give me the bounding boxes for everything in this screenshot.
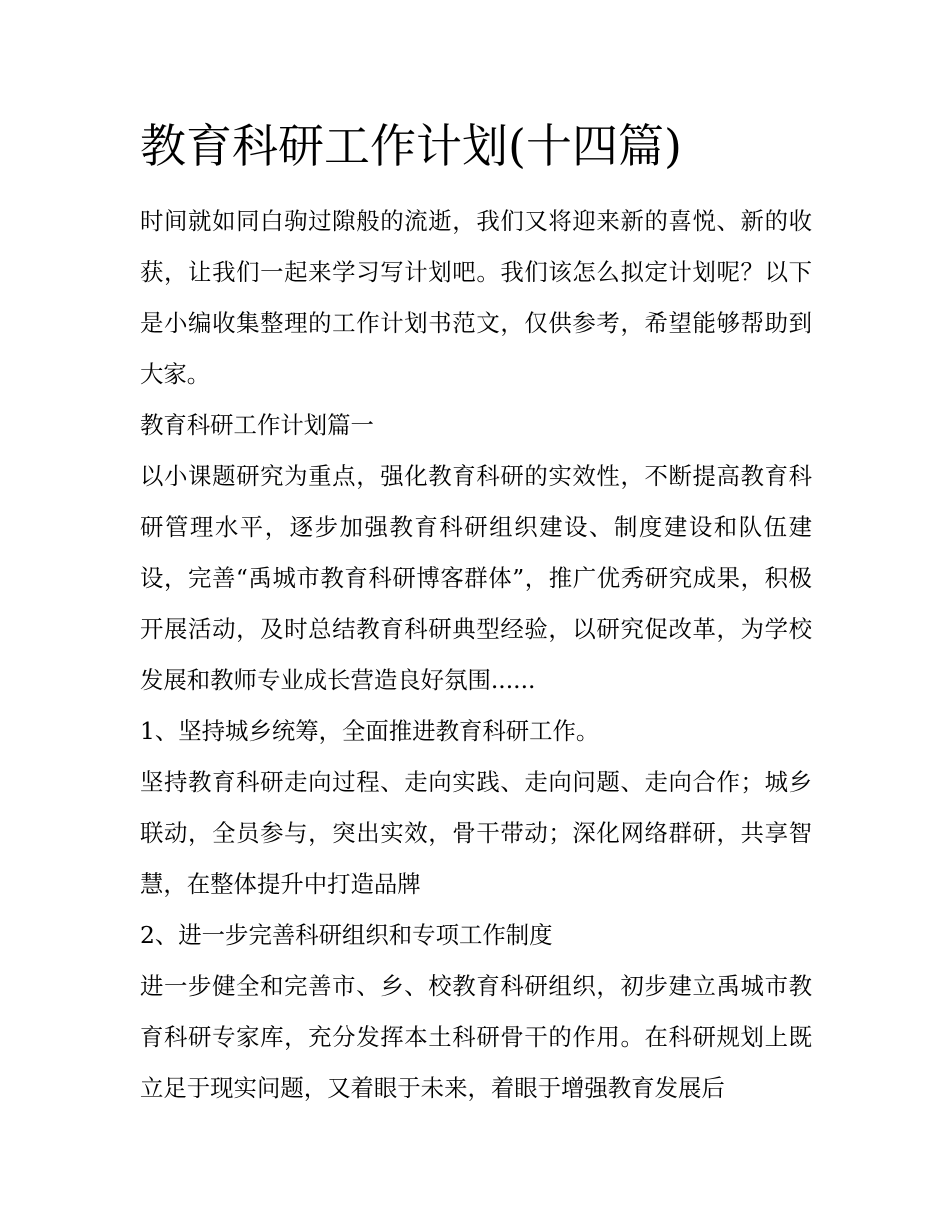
intro-paragraph: 时间就如同白驹过隙般的流逝，我们又将迎来新的喜悦、新的收获，让我们一起来学习写计划吧。我们该怎么拟定计划呢？以下是小编收集整理的工作计划书范文，仅供参考，希望能够帮助到大家。 <box>140 207 812 388</box>
body-paragraph: 进一步健全和完善市、乡、校教育科研组织，初步建立禹城市教育科研专家库，充分发挥本土科研骨干的作用。在科研规划上既立足于现实问题，又着眼于未来，着眼于增强教育发展后 <box>140 972 812 1102</box>
list-heading-2: 2、进一步完善科研组织和专项工作制度 <box>140 921 553 949</box>
body-paragraph: 以小课题研究为重点，强化教育科研的实效性，不断提高教育科研管理水平，逐步加强教育科研组织建设、制度建设和队伍建设，完善“禹城市教育科研博客群体”，推广优秀研究成果，积极开展活动，及时总结教育科研典型经验，以研究促改革，为学校发展和教师专业成长营造良好氛围...... <box>140 462 812 694</box>
section-heading: 教育科研工作计划篇一 <box>140 411 374 439</box>
document-title: 教育科研工作计划(十四篇) <box>140 119 682 173</box>
body-paragraph: 坚持教育科研走向过程、走向实践、走向问题、走向合作；城乡联动，全员参与，突出实效，骨干带动；深化网络群研，共享智慧，在整体提升中打造品牌 <box>140 768 812 898</box>
list-heading-1: 1、坚持城乡统筹，全面推进教育科研工作。 <box>140 717 600 745</box>
document-body <box>140 196 812 1114</box>
